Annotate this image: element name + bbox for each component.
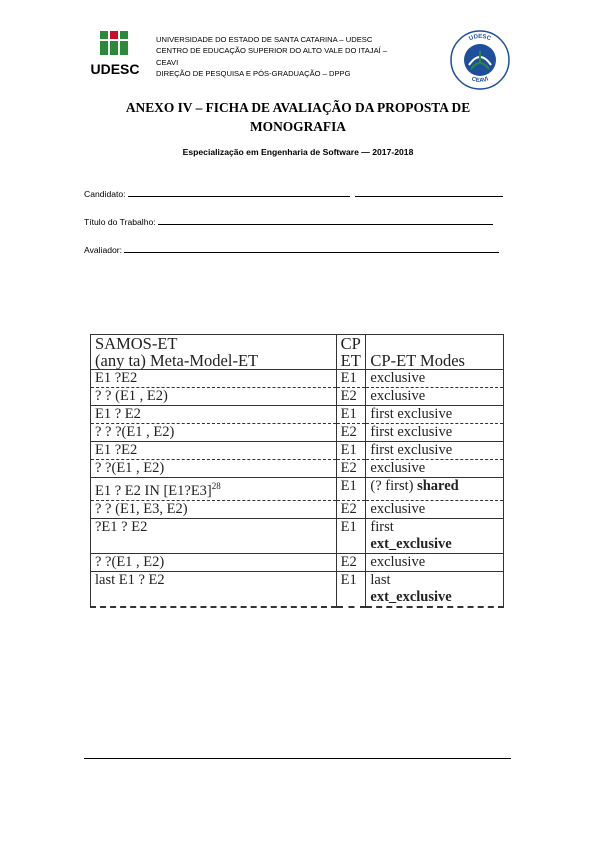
expr-text: E1 ?E2 (95, 442, 138, 458)
institution-header (156, 34, 446, 80)
mode-cell (366, 518, 504, 553)
cp-cell: E2 (336, 388, 366, 406)
table-row (91, 518, 504, 553)
logo-bar-right (120, 41, 128, 55)
mode-text: (? first) (370, 478, 414, 494)
header-line-2: CENTRO DE EDUCAÇÃO SUPERIOR DO ALTO VALE DO ITAJAÍ – (156, 46, 388, 56)
expr-cell (91, 460, 337, 478)
avaliador-field (84, 243, 499, 255)
expr-cell (91, 500, 337, 518)
mode-cell (366, 500, 504, 518)
cp-cell: E1 (336, 478, 366, 501)
table-row (91, 424, 504, 442)
mode-cell (366, 370, 504, 388)
header-col3: CP-ET Modes (366, 335, 504, 370)
expr-text: ?E1 ? E2 (95, 518, 148, 535)
candidato-field (84, 187, 503, 199)
header-col2-line2: ET (340, 351, 361, 370)
expr-cell (91, 406, 337, 424)
expr-cell (91, 370, 337, 388)
seal-text-bottom: CEAVI (470, 76, 490, 85)
titulo-label: Título do Trabalho: (84, 217, 156, 227)
mode-bold-text: ext_exclusive (370, 588, 452, 605)
expr-cell (91, 478, 337, 501)
expr-text: ? ?(E1 , E2) (95, 460, 165, 476)
table-row (91, 442, 504, 460)
ceavi-seal (449, 29, 511, 91)
header-line-4: DIREÇÃO DE PESQUISA E PÓS-GRADUAÇÃO – DPPG (156, 69, 351, 79)
header-col1-line1: SAMOS-ET (95, 334, 178, 353)
document-title (0, 98, 596, 136)
logo-square-red (110, 31, 118, 39)
table-row (91, 553, 504, 571)
document-subtitle: Especialização em Engenharia de Software — 2017-2018 (182, 147, 414, 157)
mode-text: exclusive (370, 553, 426, 570)
mode-text: first (370, 518, 394, 535)
cp-cell: E1 (336, 442, 366, 460)
logo-bar-mid (110, 41, 118, 55)
scanned-table (90, 334, 504, 608)
expr-text: ? ? (E1 , E2) (95, 388, 168, 404)
expr-cell (91, 424, 337, 442)
mode-text: exclusive (370, 370, 426, 386)
logo-square-green-2 (120, 31, 128, 39)
expr-text: ? ?(E1 , E2) (95, 553, 165, 570)
mode-cell (366, 460, 504, 478)
table-row (91, 370, 504, 388)
table-row (91, 478, 504, 501)
mode-text: exclusive (370, 460, 426, 476)
cp-cell: E1 (336, 571, 366, 607)
avaliador-line[interactable] (124, 243, 499, 253)
expr-text: E1 ? E2 IN [E1?E3] (95, 482, 212, 499)
table-header-row (91, 335, 504, 370)
candidato-label: Candidato: (84, 189, 126, 199)
header-line-1: UNIVERSIDADE DO ESTADO DE SANTA CATARINA – UDESC (156, 35, 373, 44)
expr-cell (91, 518, 337, 553)
mode-text: exclusive (370, 388, 426, 404)
candidato-line-2[interactable] (355, 187, 503, 197)
logo-text: UDESC (90, 61, 140, 77)
udesc-logo (84, 30, 146, 80)
header-line-3: CEAVI (156, 57, 179, 67)
table-row (91, 460, 504, 478)
mode-cell (366, 388, 504, 406)
mode-cell (366, 478, 504, 501)
header-col1-line2: (any ta) Meta-Model-ET (95, 351, 259, 370)
table-row (91, 406, 504, 424)
mode-text: exclusive (370, 500, 426, 517)
mode-text: first exclusive (370, 442, 453, 458)
cp-cell: E2 (336, 553, 366, 571)
table-row (91, 500, 504, 518)
candidato-line-1[interactable] (128, 187, 350, 197)
mode-text: last (370, 571, 391, 588)
expr-cell (91, 388, 337, 406)
logo-bar-left (100, 41, 108, 55)
cp-cell: E2 (336, 500, 366, 518)
header-col1 (91, 335, 337, 370)
table-row (91, 571, 504, 607)
expr-cell (91, 571, 337, 607)
avaliador-label: Avaliador: (84, 245, 123, 255)
footnote-sup: 28 (211, 481, 221, 491)
expr-text: E1 ? E2 (95, 406, 141, 422)
expr-cell (91, 553, 337, 571)
mode-cell (366, 406, 504, 424)
mode-text: first exclusive (370, 424, 453, 440)
expr-text: E1 ?E2 (95, 370, 138, 386)
header-col2 (336, 335, 366, 370)
mode-cell (366, 553, 504, 571)
mode-bold-text: shared (417, 478, 459, 494)
mode-cell (366, 424, 504, 442)
expr-text: ? ? ?(E1 , E2) (95, 424, 175, 440)
logo-square-green-1 (100, 31, 108, 39)
mode-bold-text: ext_exclusive (370, 535, 452, 552)
mode-cell (366, 571, 504, 607)
expr-text: last E1 ? E2 (95, 571, 165, 588)
seal-text-top: UDESC (468, 33, 492, 43)
mode-cell (366, 442, 504, 460)
title-line-2: MONOGRAFIA (250, 119, 346, 134)
title-line-1: ANEXO IV – FICHA DE AVALIAÇÃO DA PROPOSTA DE (125, 100, 471, 115)
expr-cell (91, 442, 337, 460)
mode-text: first exclusive (370, 406, 453, 422)
expr-text: ? ? (E1, E3, E2) (95, 500, 188, 517)
cp-cell: E1 (336, 518, 366, 553)
header-col2-line1: CP (340, 334, 361, 353)
table-row (91, 388, 504, 406)
cp-cell: E1 (336, 406, 366, 424)
cp-cell: E2 (336, 460, 366, 478)
bottom-rule (84, 758, 511, 759)
cp-cell: E1 (336, 370, 366, 388)
titulo-field (84, 215, 493, 227)
cp-cell: E2 (336, 424, 366, 442)
titulo-line[interactable] (158, 215, 493, 225)
